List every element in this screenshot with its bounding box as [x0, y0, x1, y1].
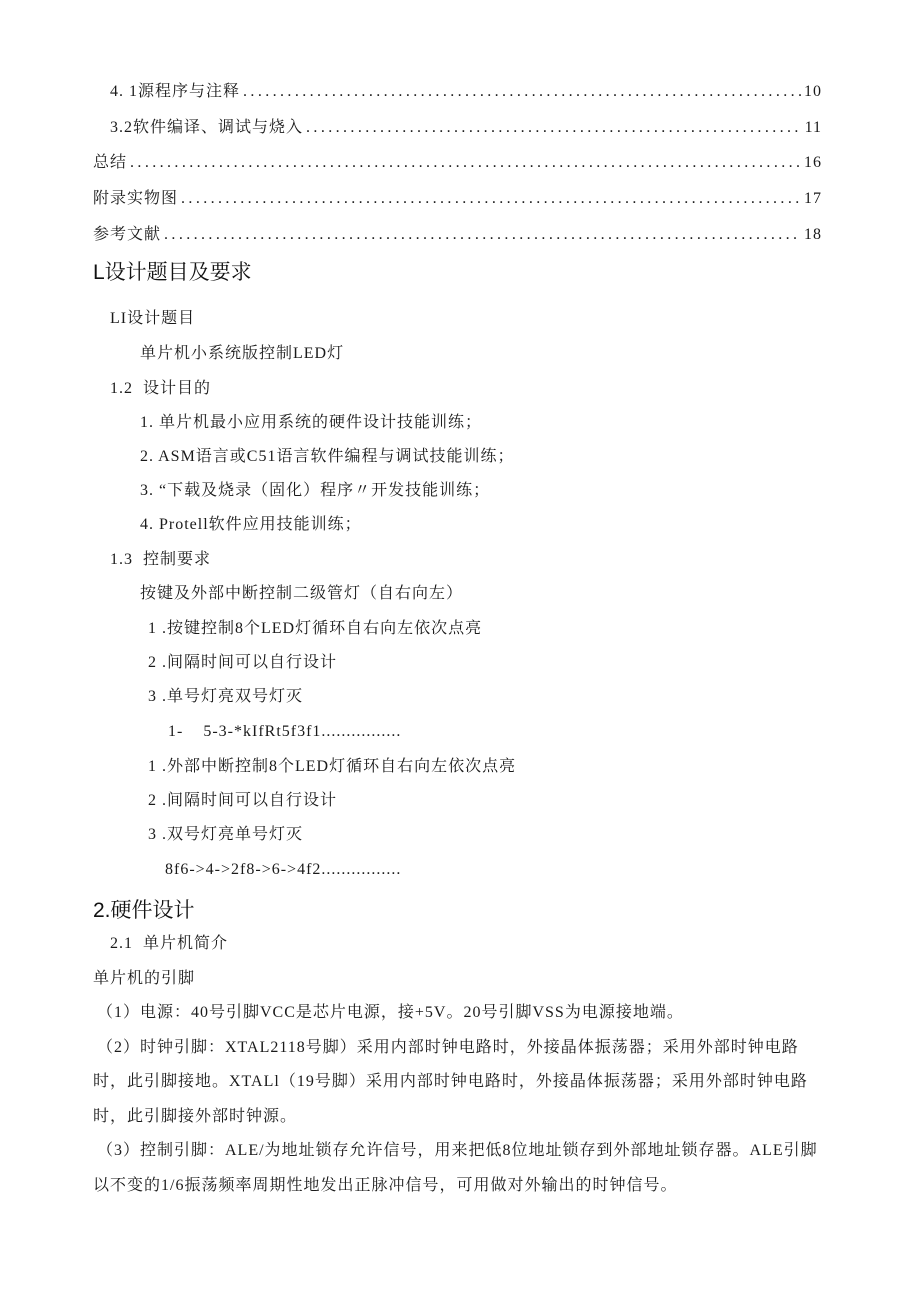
- toc-dot-leader: [243, 82, 801, 102]
- toc-dot-leader: [306, 118, 802, 138]
- list-item: 3 .单号灯亮双号灯灭: [148, 688, 304, 705]
- subsection-title: 1.3 控制要求: [110, 551, 212, 568]
- toc-entry-page: 17: [804, 190, 822, 207]
- paragraph-line: 以不变的1/6振荡频率周期性地发出正脉冲信号，可用做对外输出的时钟信号。: [93, 1177, 678, 1194]
- toc-entry: [110, 118, 822, 138]
- list-item: 4. Protell软件应用技能训练；: [140, 516, 362, 533]
- list-item: 2. ASM语言或C51语言软件编程与调试技能训练；: [140, 448, 515, 465]
- subsection-title: 1.2 设计目的: [110, 380, 212, 397]
- list-item: 1 .外部中断控制8个LED灯循环自右向左依次点亮: [148, 758, 517, 775]
- toc-entry: [93, 153, 822, 173]
- toc-entry-page: 11: [804, 119, 822, 136]
- body-text: 按键及外部中断控制二级管灯（自右向左）: [140, 585, 464, 602]
- paragraph-line: （3）控制引脚：ALE/为地址锁存允许信号，用来把低8位地址锁存到外部地址锁存器。ALE引脚: [97, 1142, 818, 1159]
- list-item: 2 .间隔时间可以自行设计: [148, 792, 338, 809]
- toc-entry-label: 3.2软件编译、调试与烧入: [110, 119, 304, 136]
- subsection-title: LI设计题目: [110, 310, 196, 327]
- toc-entry-label: 总结: [93, 154, 128, 171]
- body-text: 单片机的引脚: [93, 970, 196, 987]
- paragraph-line: 时，此引脚接地。XTALl（19号脚）采用内部时钟电路时，外接晶体振荡器；采用外部时钟电路: [93, 1073, 808, 1090]
- list-item: 1. 单片机最小应用系统的硬件设计技能训练；: [140, 414, 483, 431]
- toc-dot-leader: [164, 225, 801, 245]
- toc-entry-label: 4. 1源程序与注释: [110, 83, 241, 100]
- toc-entry-page: 10: [804, 83, 822, 100]
- toc-entry-label: 附录实物图: [93, 190, 179, 207]
- list-item: 3. “下载及烧录（固化）程序〃开发技能训练；: [140, 482, 491, 499]
- toc-entry: [93, 225, 822, 245]
- toc-entry-page: 18: [804, 226, 822, 243]
- toc-entry-label: 参考文献: [93, 226, 162, 243]
- sequence-text: 8f6->4->2f8->6->4f2................: [165, 861, 402, 878]
- list-item: 2 .间隔时间可以自行设计: [148, 654, 338, 671]
- section-heading: L设计题目及要求: [93, 261, 252, 284]
- paragraph-line: （1）电源：40号引脚VCC是芯片电源，接+5V。20号引脚VSS为电源接地端。: [97, 1004, 684, 1021]
- paragraph-line: 时，此引脚接外部时钟源。: [93, 1108, 298, 1125]
- toc-entry: [93, 189, 822, 209]
- list-item: 3 .双号灯亮单号灯灭: [148, 826, 304, 843]
- list-item: 1 .按键控制8个LED灯循环自右向左依次点亮: [148, 620, 483, 637]
- subsection-title: 2.1 单片机简介: [110, 935, 229, 952]
- toc-entry: [110, 82, 822, 102]
- toc-dot-leader: [181, 189, 801, 209]
- sequence-text: 1- 5-3-*kIfRt5f3f1................: [168, 723, 402, 740]
- body-text: 单片机小系统版控制LED灯: [140, 345, 345, 362]
- toc-entry-page: 16: [804, 154, 822, 171]
- paragraph-line: （2）时钟引脚：XTAL2118号脚）采用内部时钟电路时，外接晶体振荡器；采用外部时钟电路: [97, 1039, 799, 1056]
- toc-dot-leader: [130, 153, 801, 173]
- section-heading: 2.硬件设计: [93, 899, 195, 922]
